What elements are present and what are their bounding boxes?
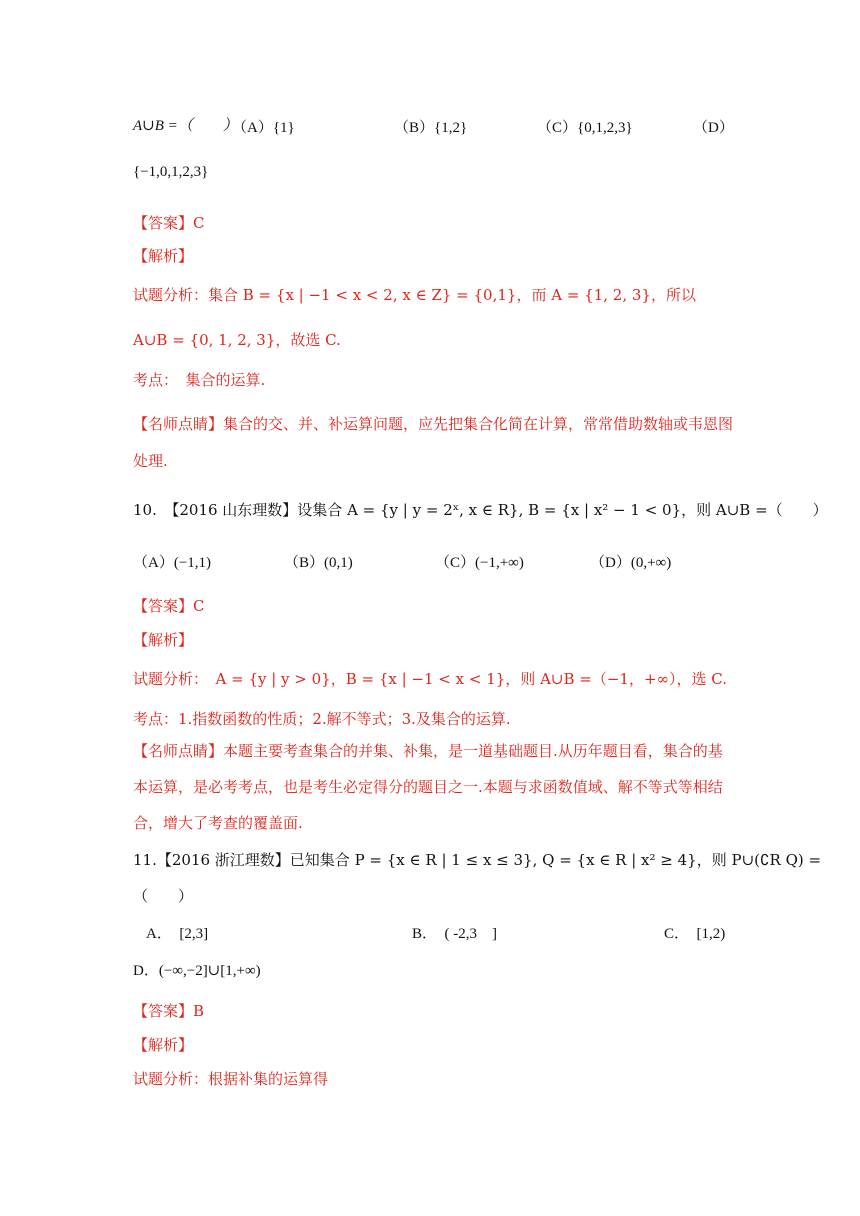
q9-analysis-label: 【解析】 [133,247,194,265]
q11-option-b: B． ( -2,3 ] [412,926,497,942]
q10-option-d: （D）(0,+∞) [590,555,672,571]
q9-option-b: （B）{1,2} [394,120,468,136]
q10-mingshi-2: 本运算，是必考考点，也是考生必定得分的题目之一.本题与求函数值域、解不等式等相结 [133,778,723,796]
q9-answer: 【答案】C [133,214,205,232]
q10-answer: 【答案】C [133,597,205,615]
q9-analysis-2: A∪B = {0, 1, 2, 3}，故选 C. [133,331,341,349]
q9-kaodian: 考点： 集合的运算. [133,371,266,389]
q11-answer: 【答案】B [133,1002,205,1020]
q10-kaodian: 考点：1.指数函数的性质；2.解不等式；3.及集合的运算. [133,710,511,728]
q11-option-a: A． [2,3] [146,926,209,942]
q11-option-d: D．(−∞,−2]∪[1,+∞) [133,963,261,979]
q9-stem-end: A∪B =（ ） [133,118,238,134]
q10-option-a: （A）(−1,1) [133,555,212,571]
q9-option-d: （D） [693,120,734,136]
q10-analysis-label: 【解析】 [133,631,194,649]
q9-mingshi-2: 处理. [133,452,168,470]
q10-stem: 10. 【2016 山东理数】设集合 A = {y | y = 2ˣ, x ∈ R}, B = {x | x² − 1 < 0}，则 A∪B =（ ） [133,501,828,519]
q10-analysis: 试题分析： A = {y | y > 0}，B = {x | −1 < x < 1}，则 A∪B =（−1，+∞），选 C. [133,670,727,688]
q9-option-d-cont: {−1,0,1,2,3} [133,164,209,180]
q9-option-c: （C）{0,1,2,3} [537,120,633,136]
q9-analysis-1: 试题分析：集合 B = {x | −1 < x < 2, x ∈ Z} = {0,1}，而 A = {1, 2, 3}，所以 [133,286,696,304]
q10-mingshi-1: 【名师点睛】本题主要考查集合的并集、补集，是一道基础题目.从历年题目看，集合的基 [133,742,723,760]
q10-option-b: （B）(0,1) [284,555,353,571]
q11-option-c: C． [1,2) [664,926,726,942]
q10-option-c: （C）(−1,+∞) [435,555,524,571]
q11-analysis-label: 【解析】 [133,1036,194,1054]
q11-analysis: 试题分析：根据补集的运算得 [133,1070,329,1088]
q10-mingshi-3: 合，增大了考查的覆盖面. [133,814,303,832]
q11-paren: （ ） [133,887,194,905]
q9-mingshi-1: 【名师点睛】集合的交、并、补运算问题，应先把集合化简在计算，常常借助数轴或韦恩图 [133,415,734,433]
q11-stem: 11.【2016 浙江理数】已知集合 P = {x ∈ R | 1 ≤ x ≤ 3}, Q = {x ∈ R | x² ≥ 4}，则 P∪(∁R Q) = [133,851,822,869]
q9-option-a: （A）{1} [232,120,295,136]
